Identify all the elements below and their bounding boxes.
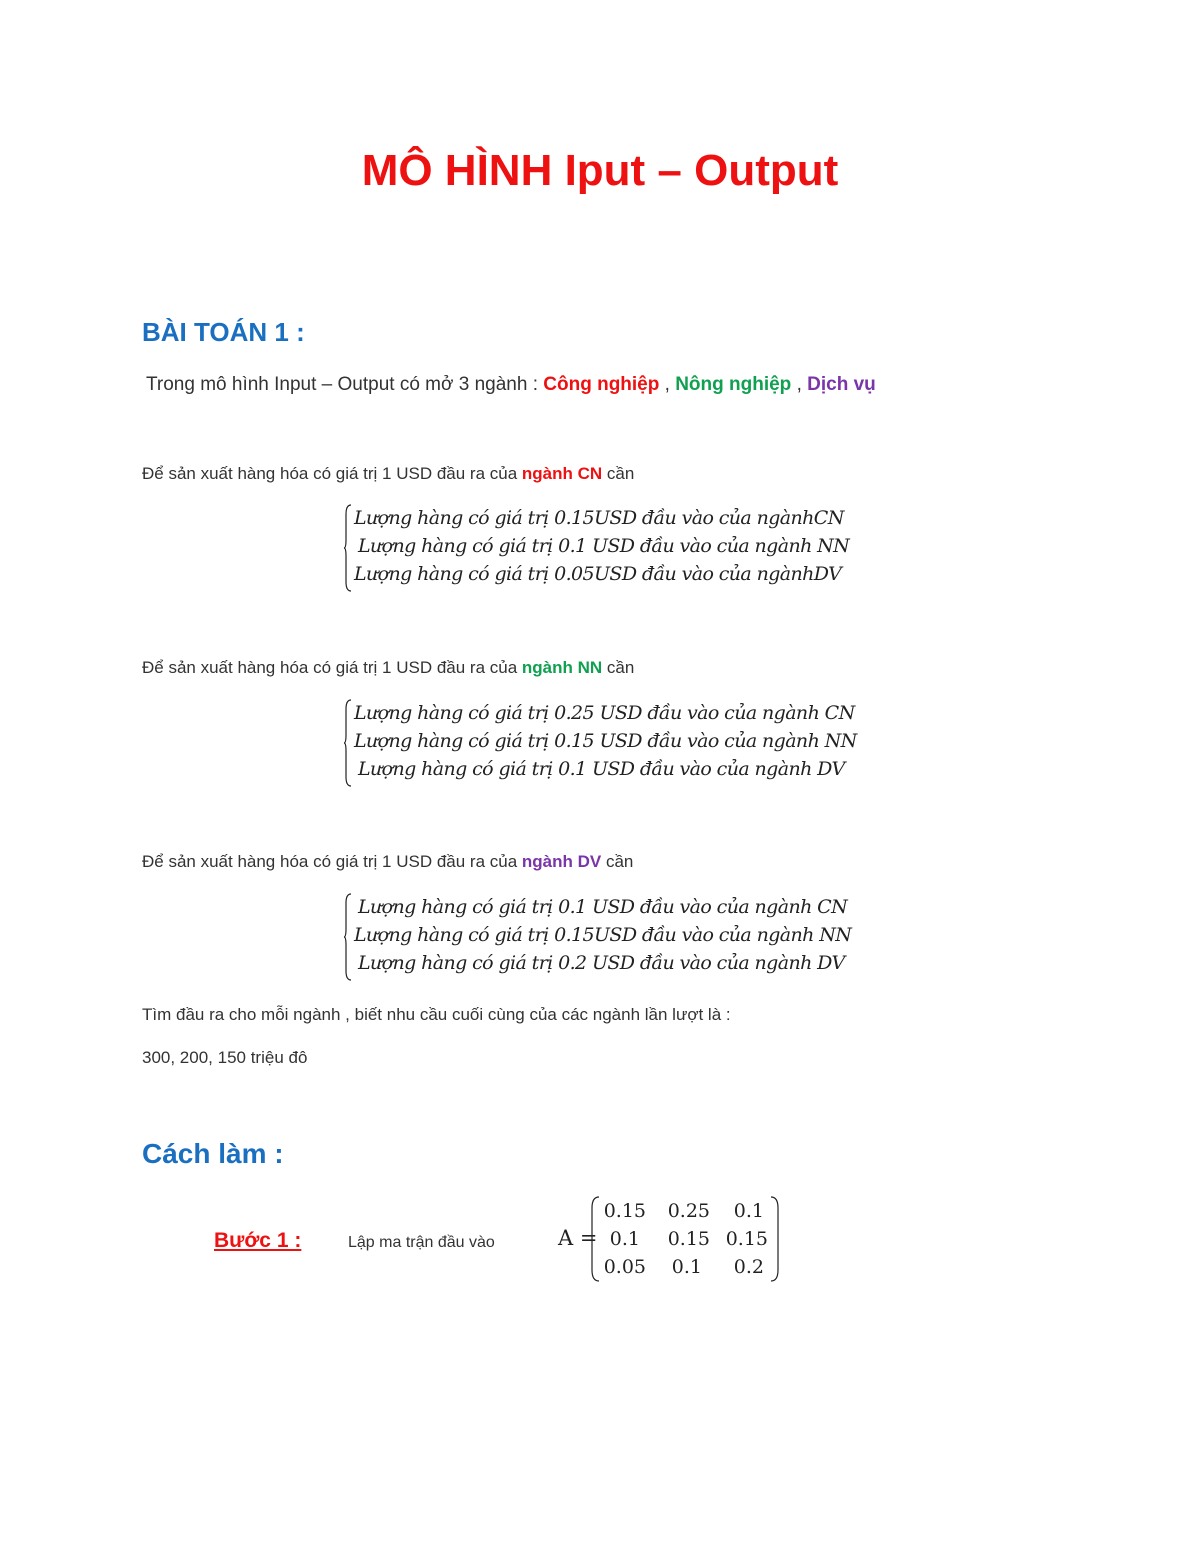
statement-prefix: Để sản xuất hàng hóa có giá trị 1 USD đầu ra của [142, 464, 522, 483]
statement-sector: ngành NN [521, 658, 603, 677]
problem-heading: BÀI TOÁN 1 : [142, 317, 305, 347]
equation-system [344, 893, 864, 981]
equation-line: Lượng hàng có giá trị 0.1 USD đầu vào của ngành DV [358, 758, 845, 780]
equation-line: Lượng hàng có giá trị 0.15 USD đầu vào của ngành NN [354, 730, 857, 752]
equation-system [344, 504, 864, 592]
equation-line: Lượng hàng có giá trị 0.25 USD đầu vào của ngành CN [354, 702, 855, 724]
matrix-cell: 0.15 [603, 1200, 646, 1222]
matrix-cell: 0.1 [609, 1228, 640, 1250]
statement-prefix: Để sản xuất hàng hóa có giá trị 1 USD đầu ra của [142, 658, 522, 677]
matrix-cell: 0.05 [603, 1256, 646, 1278]
block-statement [142, 464, 634, 484]
step-1-label: Bước 1 : [214, 1229, 302, 1252]
equation-line: Lượng hàng có giá trị 0.2 USD đầu vào của ngành DV [358, 952, 845, 974]
left-brace-icon [344, 893, 352, 981]
find-question: Tìm đầu ra cho mỗi ngành , biết nhu cầu cuối cùng của các ngành lần lượt là : [142, 1005, 731, 1024]
statement-suffix: cần [602, 464, 635, 483]
equation-line: Lượng hàng có giá trị 0.05USD đầu vào của ngànhDV [354, 563, 842, 585]
intro-prefix: Trong mô hình Input – Output có mở 3 ngành : [146, 374, 544, 395]
intro-sep: , [791, 374, 808, 395]
matrix-cell: 0.1 [671, 1256, 702, 1278]
left-brace-icon [344, 699, 352, 787]
intro-paragraph [146, 374, 876, 396]
equation-system [344, 699, 864, 787]
block-statement [142, 852, 633, 872]
method-heading: Cách làm : [142, 1138, 284, 1169]
statement-sector: ngành CN [521, 464, 603, 483]
left-brace-icon [344, 504, 352, 592]
matrix-cell: 0.15 [725, 1228, 768, 1250]
statement-prefix: Để sản xuất hàng hóa có giá trị 1 USD đầu ra của [142, 852, 522, 871]
input-matrix [590, 1196, 780, 1282]
page-title: MÔ HÌNH Iput – Output [361, 146, 839, 195]
step-1-text: Lập ma trận đầu vào [348, 1234, 495, 1251]
matrix-cell: 0.2 [733, 1256, 764, 1278]
intro-sep: , [659, 374, 676, 395]
sector-agriculture: Nông nghiệp [675, 374, 792, 395]
equation-line: Lượng hàng có giá trị 0.1 USD đầu vào của ngành CN [358, 896, 848, 918]
equation-line: Lượng hàng có giá trị 0.15USD đầu vào của ngànhCN [354, 507, 844, 529]
statement-suffix: cần [601, 852, 634, 871]
matrix-cell: 0.1 [733, 1200, 764, 1222]
matrix-label: A = [558, 1226, 598, 1250]
equation-line: Lượng hàng có giá trị 0.1 USD đầu vào của ngành NN [358, 535, 850, 557]
matrix-cell: 0.25 [667, 1200, 710, 1222]
matrix-cell: 0.15 [667, 1228, 710, 1250]
statement-suffix: cần [602, 658, 635, 677]
right-paren-icon [770, 1196, 780, 1282]
sector-industry: Công nghiệp [543, 374, 660, 395]
statement-sector: ngành DV [521, 852, 602, 871]
block-statement [142, 658, 634, 678]
equation-line: Lượng hàng có giá trị 0.15USD đầu vào của ngành NN [354, 924, 852, 946]
sector-services: Dịch vụ [807, 374, 876, 395]
final-demand-values: 300, 200, 150 triệu đô [142, 1048, 308, 1067]
